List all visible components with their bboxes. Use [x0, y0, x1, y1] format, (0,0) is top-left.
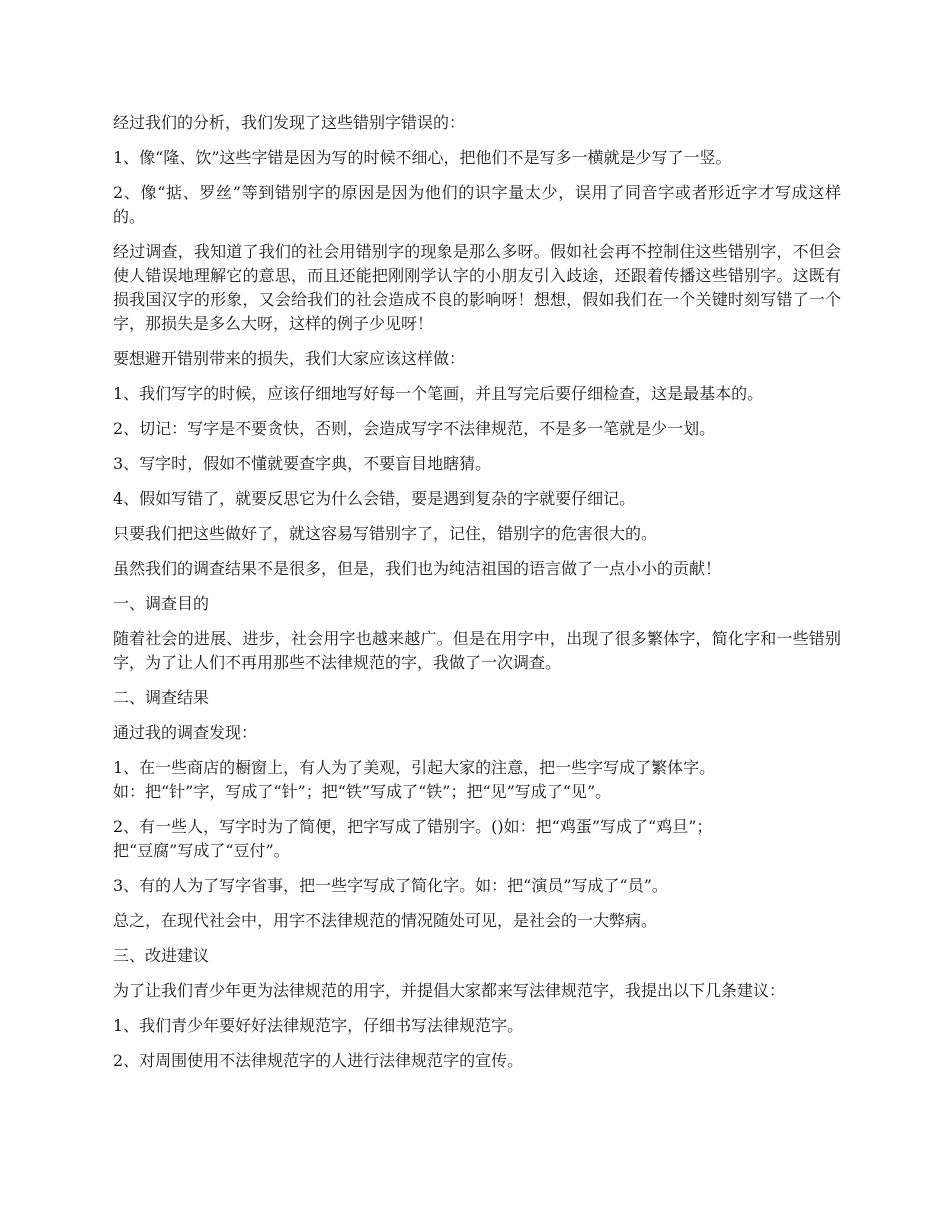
- paragraph-cause-2: 2、像“掂、罗丝”等到错别字的原因是因为他们的识字量太少，误用了同音字或者形近字才写成这样的。: [113, 183, 841, 226]
- paragraph-suggestions-intro: 为了让我们青少年更为法律规范的用字，并提倡大家都来写法律规范字，我提出以下几条建议：: [113, 981, 786, 1000]
- paragraph-tip-2: 2、切记：写字是不要贪快，否则，会造成写字不法律规范，不是多一笔就是少一划。: [113, 419, 716, 438]
- section-heading-purpose: 一、调查目的: [113, 594, 210, 613]
- paragraph-suggestion-1: 1、我们青少年要好好法律规范字，仔细书写法律规范字。: [113, 1016, 524, 1035]
- paragraph-tip-4: 4、假如写错了，就要反思它为什么会错，要是遇到复杂的字就要仔细记。: [113, 489, 636, 508]
- paragraph-tip-1: 1、我们写字的时候，应该仔细地写好每一个笔画，并且写完后要仔细检查，这是最基本的。: [113, 384, 764, 403]
- paragraph-contribution: 虽然我们的调查结果不是很多，但是，我们也为纯洁祖国的语言做了一点小小的贡献！: [113, 559, 722, 578]
- section-heading-results: 二、调查结果: [113, 688, 210, 707]
- paragraph-how-to-avoid: 要想避开错别带来的损失，我们大家应该这样做：: [113, 349, 466, 368]
- paragraph-result-2: 2、有一些人，写字时为了简便，把字写成了错别字。()如：把“鸡蛋”写成了“鸡旦”； 把“豆腐”写成了“豆付”。: [113, 817, 713, 860]
- paragraph-result-3: 3、有的人为了写字省事，把一些字写成了简化字。如：把“演员”写成了“员”。: [113, 876, 668, 895]
- paragraph-result-1: 1、在一些商店的橱窗上，有人为了美观，引起大家的注意，把一些字写成了繁体字。 如：把“针”字，写成了“针”；把“铁”写成了“铁”；把“见”写成了“见”。: [113, 758, 716, 801]
- paragraph-conclusion-reminder: 只要我们把这些做好了，就这容易写错别字了，记住，错别字的危害很大的。: [113, 524, 658, 543]
- paragraph-investigation-summary: 经过调查，我知道了我们的社会用错别字的现象是那么多呀。假如社会再不控制住这些错别字，不但会使人错误地理解它的意思，而且还能把刚刚学认字的小朋友引入歧途，还跟着传播这些错别字。这既有损我国汉字的形象，又会给我们的社会造成不良的影响呀！想想，假如我们在一个关键时刻写错了一个字，那损失是多么大呀，这样的例子少见呀！: [113, 242, 841, 333]
- paragraph-results-intro: 通过我的调查发现：: [113, 723, 258, 742]
- paragraph-analysis-intro: 经过我们的分析，我们发现了这些错别字错误的：: [113, 113, 466, 132]
- paragraph-purpose: 随着社会的进展、进步，社会用字也越来越广。但是在用字中，出现了很多繁体字，简化字和一些错别字，为了让人们不再用那些不法律规范的字，我做了一次调查。: [113, 629, 841, 672]
- paragraph-suggestion-2: 2、对周围使用不法律规范字的人进行法律规范字的宣传。: [113, 1051, 524, 1070]
- paragraph-tip-3: 3、写字时，假如不懂就要查字典，不要盲目地瞎猜。: [113, 454, 492, 473]
- paragraph-cause-1: 1、像“隆、饮”这些字错是因为写的时候不细心，把他们不是写多一横就是少写了一竖。: [113, 148, 732, 167]
- section-heading-suggestions: 三、改进建议: [113, 946, 210, 965]
- document-body: [113, 111, 841, 1084]
- paragraph-results-summary: 总之，在现代社会中，用字不法律规范的情况随处可见，是社会的一大弊病。: [113, 911, 658, 930]
